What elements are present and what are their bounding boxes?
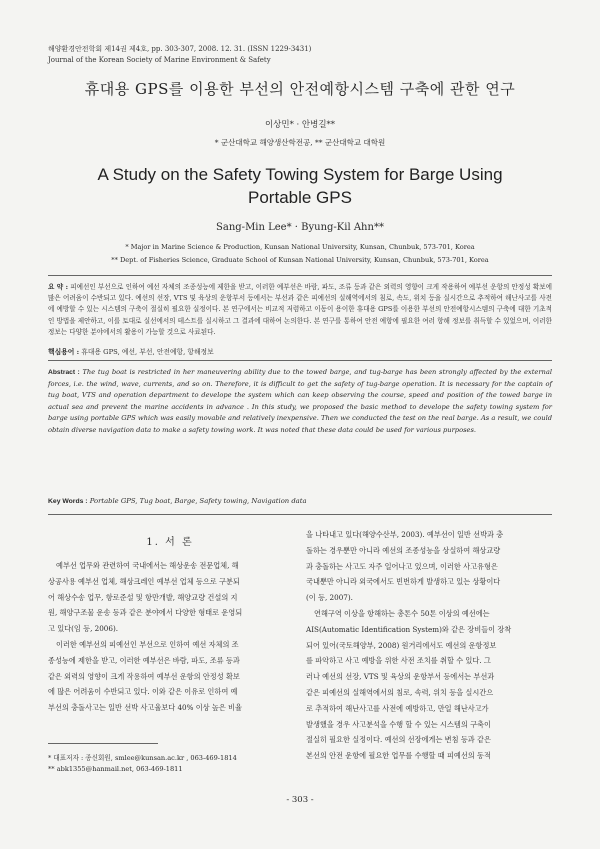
body-line: 어 해상수송 업무, 항로준설 및 항만개발, 해양교량 건설의 지 bbox=[48, 592, 238, 602]
body-line: 이러한 예부선의 피예선인 부선으로 인하여 예선 자체의 조 bbox=[56, 639, 239, 649]
journal-header-line2: Journal of the Korean Society of Marine Environment & Safety bbox=[48, 56, 271, 64]
divider-top bbox=[48, 275, 552, 276]
keywords-korean-text: 휴대용 GPS, 예선, 부선, 안전예항, 항해정보 bbox=[81, 348, 214, 356]
affiliation-korean: * 군산대학교 해양생산학전공, ** 군산대학교 대학원 bbox=[214, 138, 386, 147]
abstract-english bbox=[48, 367, 552, 437]
body-line: 같은 외력의 영향이 크게 작용하여 예부선 운항의 안정성 확보 bbox=[48, 671, 240, 681]
keywords-korean-label: 핵심용어 : bbox=[48, 348, 80, 356]
keywords-english-label: Key Words : bbox=[48, 498, 88, 505]
authors-english: Sang-Min Lee* · Byung-Kil Ahn** bbox=[216, 222, 384, 233]
body-line: 에 많은 어려움이 수반되고 있다. 이와 같은 이유로 인하여 예 bbox=[48, 687, 238, 697]
body-line: 러나 예선의 선장, VTS 및 육상의 운항부서 등에서는 부선과 bbox=[306, 672, 495, 682]
footnote-divider bbox=[48, 743, 158, 744]
body-right-column bbox=[306, 527, 552, 764]
body-line: 본선의 안전 운항에 필요한 업무를 수행할 때 피예선의 동적 bbox=[306, 751, 491, 761]
body-line: 예부선 업무와 관련하여 국내에서는 해상운송 전문업체, 해 bbox=[56, 561, 239, 570]
body-line: 부선의 충돌사고는 일반 선박 사고율보다 40% 이상 높은 비율 bbox=[48, 703, 242, 713]
abstract-korean bbox=[48, 282, 552, 338]
title-english bbox=[60, 163, 540, 209]
body-line: 상공사용 예부선 업체, 해상크레인 예부선 업체 등으로 구분되 bbox=[48, 576, 240, 586]
body-left-column bbox=[48, 558, 293, 716]
abstract-english-label: Abstract : bbox=[48, 369, 80, 376]
body-line: 를 파악하고 사고 예방을 위한 사전 조치를 취할 수 있다. 그 bbox=[306, 656, 491, 666]
abstract-korean-text: 피예선인 부선으로 인하여 예선 자체의 조종성능에 제한을 받고, 이러한 예부선은 바람, 파도, 조류 등과 같은 외력의 영향이 크게 작용하여 예부선 운항의 안정성 확보에 많은 어려움이 수반되고 있다. 예선의 선장, VTS 및 육상의 운항부서 등에서는 부선과 같은 피예선의 실해역에서의 침로, 속도, 위치 등을 실시간으로 추적하여 해난사고를 사전에 예방할 수 있는 시스템의 구축이 절실히 필요한 실정이다. 본 연구에서는 비교적 저렴하고 이동이 용이한 휴대용 GPS를 이용한 부선의 안전예항시스템의 구축에 대한 기초적인 방법을 제안하고, 이를 토대로 실선에서의 테스트를 실시하고 그 결과에 대하여 논의한다. 본 연구를 통하여 안전 예항에 필요한 여러 항해 정보를 취득할 수 있었으며, 이러한 정보는 다양한 분야에서의 활용이 가능할 것으로 사료된다. bbox=[48, 283, 552, 336]
body-line: 연해구역 이상을 항해하는 총톤수 50톤 이상의 예선에는 bbox=[314, 608, 490, 618]
footnote-corresponding-author: * 대표저자 : 종신회원, smlee@kunsan.ac.kr , 063-469-1814 bbox=[48, 754, 237, 762]
body-line: 원, 해양구조물 운송 등과 같은 분야에서 다양한 형태로 운영되 bbox=[48, 608, 243, 618]
body-line: 돌하는 경우뿐만 아니라 예선의 조종성능을 상실하여 해상교량 bbox=[306, 545, 501, 555]
body-line: 국내뿐만 아니라 외국에서도 빈번하게 발생하고 있는 상황이다 bbox=[306, 577, 501, 587]
footnote-coauthor: ** abk1355@hanmail.net, 063-469-1811 bbox=[48, 765, 183, 773]
abstract-korean-label: 요 약 : bbox=[48, 283, 69, 291]
body-line: 되어 있어(국토해양부, 2008) 원거리에서도 예선의 운항정보 bbox=[306, 640, 497, 650]
affiliation-english-2: ** Dept. of Fisheries Science, Graduate School of Kunsan National University, Kunsan, Chunbuk, 573-701, Korea bbox=[111, 256, 489, 264]
title-korean: 휴대용 GPS를 이용한 부선의 안전예항시스템 구축에 관한 연구 bbox=[84, 80, 516, 98]
keywords-korean bbox=[48, 346, 552, 356]
body-line: (이 등, 2007). bbox=[306, 593, 353, 603]
body-line: 종성능에 제한을 받고, 이러한 예부선은 바람, 파도, 조류 등과 bbox=[48, 655, 240, 665]
body-line: AIS(Automatic Identification System)와 같은 장비들이 장착 bbox=[306, 624, 512, 634]
page-number: - 303 - bbox=[286, 795, 314, 805]
keywords-english bbox=[48, 497, 552, 505]
affiliation-english-1: * Major in Marine Science & Production, Kunsan National University, Kunsan, Chunbuk, 573-701, Korea bbox=[125, 243, 475, 251]
divider-mid bbox=[48, 360, 552, 361]
body-line: 발생했을 경우 사고분석을 수행 할 수 있는 시스템의 구축이 bbox=[306, 719, 491, 729]
body-line: 고 있다(임 등, 2006). bbox=[48, 624, 119, 634]
divider-bottom bbox=[48, 514, 552, 515]
authors-korean: 이상민* · 안병길** bbox=[264, 120, 336, 130]
section-title-introduction: 1. 서 론 bbox=[146, 537, 194, 548]
keywords-english-text: Portable GPS, Tug boat, Barge, Safety towing, Navigation data bbox=[89, 497, 307, 505]
title-english-line2: Portable GPS bbox=[248, 188, 352, 207]
body-line: 을 나타내고 있다(해양수산부, 2003). 예부선이 일반 선박과 충 bbox=[306, 530, 504, 539]
body-line: 과 충돌하는 사고도 자주 일어나고 있으며, 이러한 사고유형은 bbox=[306, 561, 498, 571]
title-english-line1: A Study on the Safety Towing System for Barge Using bbox=[97, 165, 503, 184]
body-line: 같은 피예선의 실해역에서의 침로, 속력, 위치 등을 실시간으 bbox=[306, 687, 494, 697]
journal-header-line1: 해양환경안전학회 제14권 제4호, pp. 303-307, 2008. 12. 31. (ISSN 1229-3431) bbox=[48, 45, 312, 53]
body-line: 절실히 필요한 실정이다. 예선의 선장에게는 변침 등과 같은 bbox=[306, 735, 491, 745]
body-line: 로 추적하여 해난사고를 사전에 예방하고, 만일 해난사고가 bbox=[306, 703, 489, 713]
abstract-english-text: The tug boat is restricted in her maneuvering ability due to the towed barge, and tug-barge has been strongly affected by the external forces, i.e. the wind, wave, currents, and so on. Therefore, it is difficult to get the safety of tug-barge operation. It is necessary for the captain of tug boat, VTS and operation department to develope the system which can keep observing the course, speed and position of the towed barge in actual sea and prevent the marine accidents in advance . In this study, we proposed the basic method to develope the safety towing system for barge using portable GPS which was easily movable and relatively inexpensive. Then we conducted the test on the real barge. As a result, we could obtain diverse navigation data to make a safety towing work. It was noted that these data could be used for various purposes. bbox=[48, 368, 552, 434]
